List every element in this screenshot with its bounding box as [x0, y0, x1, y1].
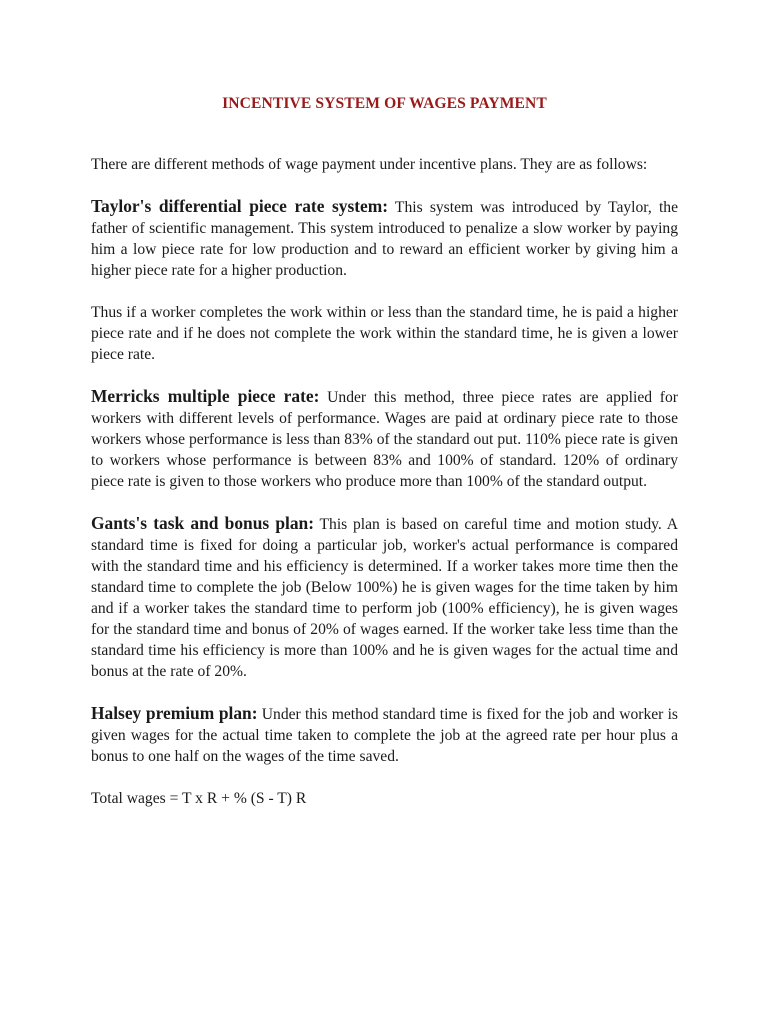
taylor-body: This system was introduced by Taylor, the father of scientific management. This system introduced to penalize a slow worker by paying him a low piece rate for low production and to reward an efficient worker by giving him a higher piece rate for a higher production. [91, 199, 678, 279]
taylor-heading: Taylor's differential piece rate system: [91, 196, 389, 216]
merricks-body: Under this method, three piece rates are applied for workers with different levels of performance. Wages are paid at ordinary piece rate to those workers whose performance is less than 83% of the standard out put. 110% piece rate is given to workers whose performance is between 83% and 100% of standard. 120% of ordinary piece rate is given to those workers who produce more than 100% of the standard output. [91, 389, 678, 490]
halsey-body: Under this method standard time is fixed for the job and worker is given wages for the actual time taken to complete the job at the agreed rate per hour plus a bonus to one half on the wages of the time saved. [91, 706, 678, 765]
gantt-heading: Gants's task and bonus plan: [91, 513, 315, 533]
merricks-heading: Merricks multiple piece rate: [91, 386, 320, 406]
halsey-paragraph [91, 703, 678, 767]
taylor-followup-paragraph: Thus if a worker completes the work within or less than the standard time, he is paid a higher piece rate and if he does not complete the work within the standard time, he is given a lower piece rate. [91, 304, 678, 363]
total-wages-formula: Total wages = T x R + % (S - T) R [91, 790, 307, 807]
taylor-paragraph [91, 196, 678, 281]
gantt-body: This plan is based on careful time and motion study. A standard time is fixed for doing a particular job, worker's actual performance is compared with the standard time and his efficiency is determined. If a worker takes more time then the standard time to complete the job (Below 100%) he is given wages for the time taken by him and if a worker takes the standard time to perform job (100% efficiency), he is given wages for the standard time and bonus of 20% of wages earned. If the worker take less time than the standard time his efficiency is more than 100% and he is given wages for the actual time and bonus at the rate of 20%. [91, 516, 678, 680]
merricks-paragraph [91, 386, 678, 492]
halsey-heading: Halsey premium plan: [91, 703, 258, 723]
document-title: INCENTIVE SYSTEM OF WAGES PAYMENT [222, 95, 547, 112]
intro-paragraph: There are different methods of wage payment under incentive plans. They are as follows: [91, 156, 648, 173]
gantt-paragraph [91, 513, 678, 682]
document-page [91, 93, 678, 809]
